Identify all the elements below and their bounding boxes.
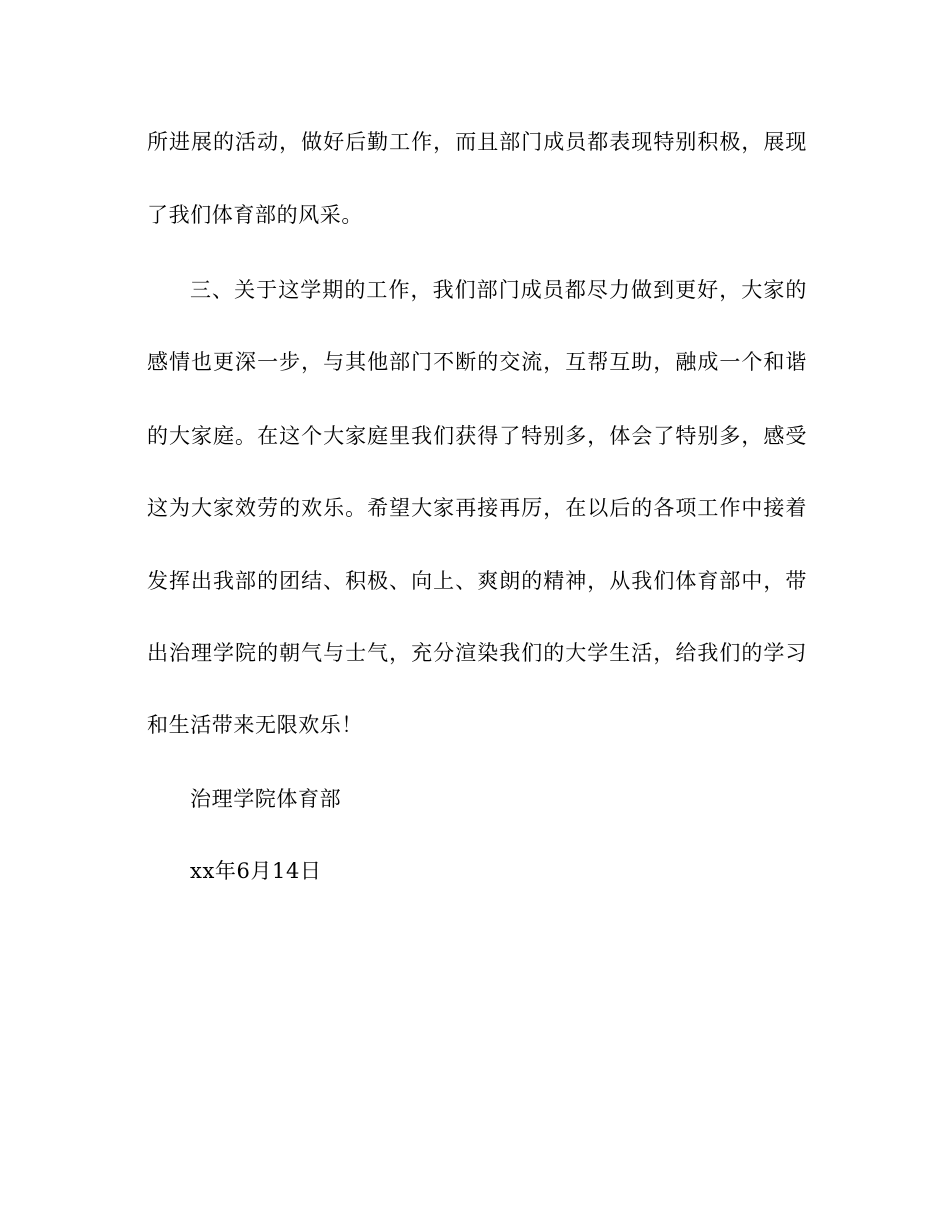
- paragraph-3-line-1: 三、关于这学期的工作，我们部门成员都尽力做到更好，大家的: [190, 278, 807, 302]
- paragraph-3-line-3: 的大家庭。在这个大家庭里我们获得了特别多，体会了特别多，感受: [147, 424, 807, 448]
- paragraph-3-line-4: 这为大家效劳的欢乐。希望大家再接再厉，在以后的各项工作中接着: [147, 496, 807, 520]
- paragraph-line-1: 所进展的活动，做好后勤工作，而且部门成员都表现特别积极，展现: [147, 130, 807, 154]
- paragraph-3-line-7: 和生活带来无限欢乐！: [147, 713, 363, 737]
- paragraph-line-2: 了我们体育部的风采。: [147, 203, 363, 227]
- signature: 治理学院体育部: [190, 787, 342, 811]
- paragraph-3-line-2: 感情也更深一步，与其他部门不断的交流，互帮互助，融成一个和谐: [147, 350, 807, 374]
- date: xx年6月14日: [190, 859, 322, 883]
- paragraph-3-line-6: 出治理学院的朝气与士气，充分渲染我们的大学生活，给我们的学习: [147, 641, 807, 665]
- paragraph-3-line-5: 发挥出我部的团结、积极、向上、爽朗的精神，从我们体育部中，带: [147, 569, 807, 593]
